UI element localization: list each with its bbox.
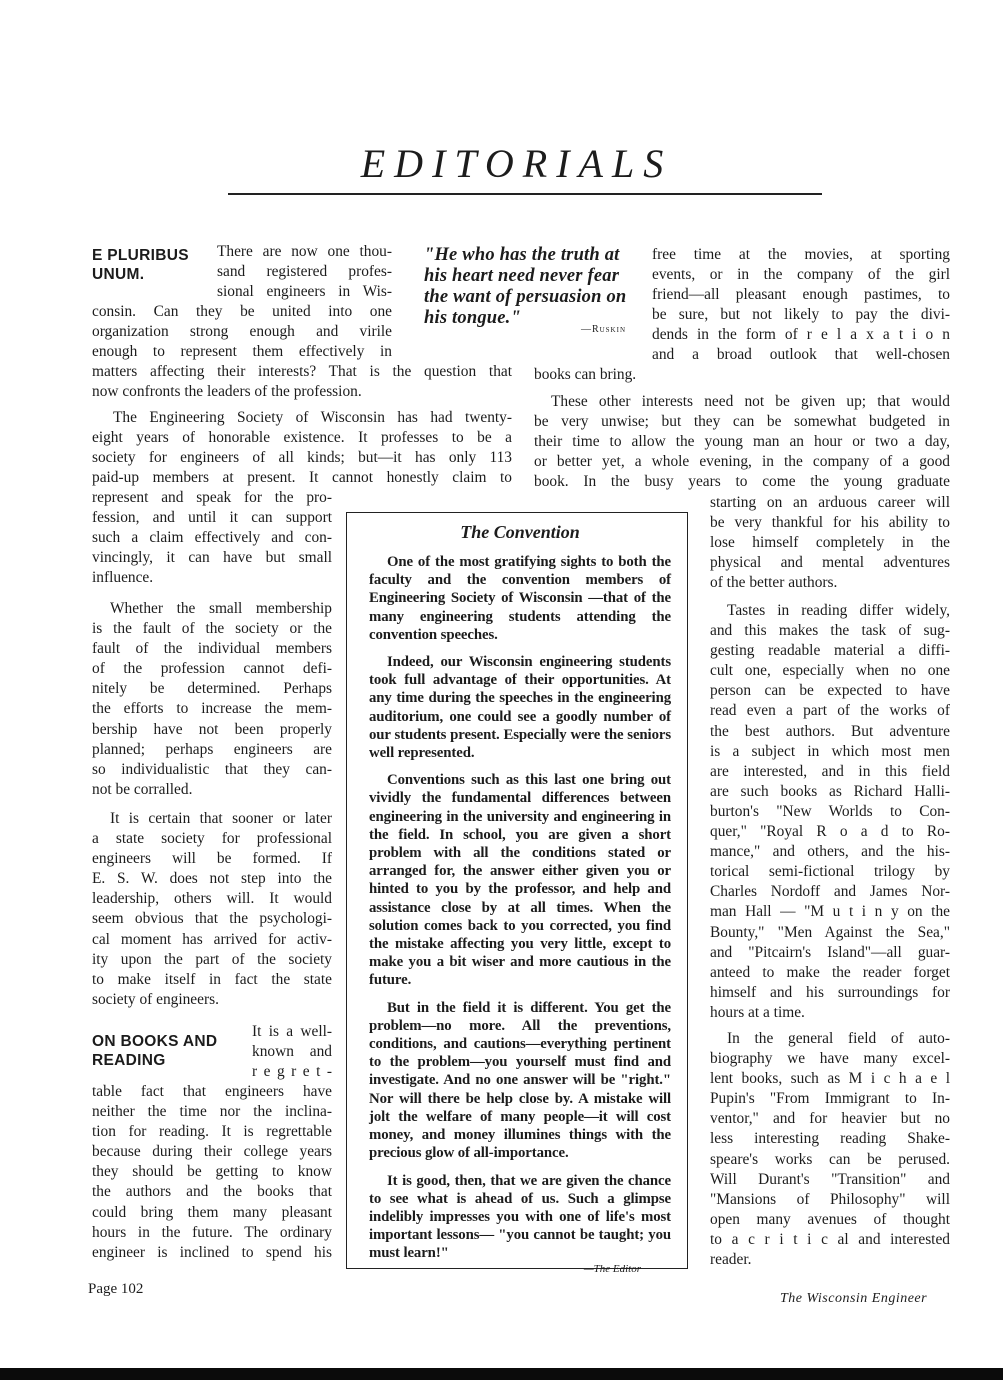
text-line: planned; perhaps engineers are [92, 740, 332, 758]
text-line: are interested, and in this field [710, 762, 950, 780]
text-line: to make itself in fact the state [92, 970, 332, 988]
e-pluribus-p2 [92, 408, 512, 488]
quote-line: his heart need never fear [424, 266, 620, 286]
text-line: sional engineers in Wis- [217, 283, 392, 301]
text-line: Pupin's "From Immigrant to In- [710, 1090, 950, 1108]
text-line: fault of the individual members [92, 640, 332, 658]
convention-signature: —The Editor [583, 1262, 641, 1275]
text-line: tion for reading. It is regrettable [92, 1123, 332, 1141]
quote-attribution: —Ruskin [580, 324, 626, 335]
text-line: is the fault of the society or the [92, 620, 332, 638]
books-right-p2-narrow [710, 493, 950, 593]
text-line: their time to allow the young man an hour or two a day, [534, 433, 950, 451]
text-line: book. In the busy years to come the young graduate [534, 473, 950, 491]
text-line: neither the time nor the inclina- [92, 1103, 332, 1121]
text-line: and "Pitcairn's Island"—all guar- [710, 943, 950, 961]
text-line: engineers will be formed. If [92, 850, 332, 868]
text-line: enough to represent them effectively in [92, 343, 392, 361]
text-line: starting on an arduous career will [710, 494, 950, 511]
text-line: "Mansions of Philosophy" will [710, 1190, 950, 1208]
text-line: now confronts the leaders of the profession. [92, 383, 362, 401]
text-line: matters affecting their interests? That is the question that [92, 363, 512, 380]
text-line: cal moment has arrived for activ- [92, 930, 332, 948]
heading-line: ON BOOKS AND [92, 1033, 218, 1050]
text-line: to a c r i t i c al and interested [710, 1230, 950, 1248]
books-p1 [92, 1082, 332, 1263]
title-rule [228, 193, 822, 195]
text-line: bership have not been properly [92, 720, 332, 738]
text-line: Will Durant's "Transition" and [710, 1170, 950, 1188]
text-line: nitely be determined. Perhaps [92, 680, 332, 698]
page-number: Page 102 [88, 1281, 144, 1297]
convention-paragraph: It is good, then, that we are given the chance to see what is ahead of us. Such a glimpse indelibly impresses you with one of life's most important lessons— "you cannot be taught; you must learn!" [369, 1172, 671, 1262]
ruskin-quote [424, 245, 634, 329]
text-line: man Hall — "M u t i n y on the [710, 903, 950, 921]
convention-paragraph: Conventions such as this last one bring out vividly the fundamental differences between engineering in the university and engineering in the field. In school, you are given a short problem with all the conditions stated or arranged for, the answer either given you or hinted to you by the professor, and help and assistance close by at all times. When the solution comes back to you corrected, you find the mistake affecting you very little, except to make you a bit wiser and more cautious in the future. [369, 772, 671, 989]
text-line: vincingly, it can have but small [92, 549, 332, 567]
text-line: physical and mental adventures [710, 554, 950, 572]
text-line: anteed to make the reader forget [710, 963, 950, 981]
heading-line: READING [92, 1052, 166, 1069]
quote-line: "He who has the truth at [424, 245, 620, 265]
text-line: are such books as Richard Halli- [710, 782, 950, 800]
text-line: is a subject in which most men [710, 742, 950, 760]
e-pluribus-p3 [92, 599, 332, 800]
quote-line: the want of persuasion on [424, 287, 627, 307]
text-line: In the general field of auto- [727, 1030, 950, 1047]
books-heading [92, 1032, 242, 1070]
e-pluribus-heading [92, 246, 212, 284]
text-line: Charles Nordoff and James Nor- [710, 883, 950, 901]
convention-paragraph: Indeed, our Wisconsin engineering students took full advantage of their opportunities. At any time during the speeches in the engineering auditorium, one could see a goodly number of our students present. Especially were the seniors well represented. [369, 654, 671, 762]
text-line: open many avenues of thought [710, 1210, 950, 1228]
text-line: of the profession cannot defi- [92, 660, 332, 678]
text-line: so individualistic that they can- [92, 760, 332, 778]
books-right-p2 [534, 392, 950, 492]
text-line: person can be expected to have [710, 682, 950, 700]
text-line: events, or in the company of the girl [652, 266, 950, 284]
text-line: be very unwise; but they can be somewhat budgeted in [534, 413, 950, 431]
text-line: less interesting reading Shake- [710, 1130, 950, 1148]
quote-line: his tongue." [424, 308, 521, 328]
quote-attribution-wrap [524, 324, 626, 335]
text-line: paid-up members at present. It cannot honestly claim to [92, 469, 512, 487]
text-line: and a broad outlook that well-chosen [652, 346, 950, 364]
books-right-p4 [710, 1029, 950, 1270]
convention-paragraph: One of the most gratifying sights to both the faculty and the convention members of Engineering Society of Wisconsin —that of the many engineering students attending the convention speeches. [369, 554, 671, 643]
e-pluribus-side-text [217, 242, 392, 302]
e-pluribus-p4 [92, 809, 332, 1010]
magazine-name: The Wisconsin Engineer [780, 1291, 928, 1306]
text-line: There are now one thou- [217, 243, 392, 260]
text-line: be very thankful for his ability to [710, 514, 950, 532]
text-line: fession, and until it can support [92, 509, 332, 527]
text-line: It is certain that sooner or later [110, 810, 332, 827]
text-line: leadership, others will. It would [92, 890, 332, 908]
text-line: the efforts to increase the mem- [92, 700, 332, 718]
text-line: hours at a time. [710, 1003, 805, 1021]
e-pluribus-p1-full [92, 362, 512, 402]
text-line: read even a part of the works of [710, 702, 950, 720]
text-line: sand registered profes- [217, 263, 392, 281]
text-line: and this makes the task of sug- [710, 622, 950, 640]
text-line: lose himself completely in the [710, 534, 950, 552]
text-line: of the better authors. [710, 574, 838, 592]
text-line: influence. [92, 569, 154, 587]
text-line: the authors and the books that [92, 1183, 332, 1201]
text-line: friend—all pleasant enough pastimes, to [652, 286, 950, 304]
text-line: gesting readable material a diffi- [710, 642, 950, 660]
text-line: ventor," and for heavier but no [710, 1110, 950, 1128]
e-pluribus-p1 [92, 302, 392, 362]
text-line: free time at the movies, at sporting [652, 246, 950, 263]
text-line: Tastes in reading differ widely, [727, 602, 950, 619]
text-line: It is a well- [252, 1023, 332, 1040]
text-line: represent and speak for the pro- [92, 489, 332, 506]
text-line: they should be getting to know [92, 1163, 332, 1181]
books-right-p3 [710, 601, 950, 1023]
text-line: not be corralled. [92, 780, 193, 798]
text-line: could bring them many pleasant [92, 1203, 332, 1221]
text-line: reader. [710, 1251, 752, 1269]
text-line: hours in the future. The ordinary [92, 1223, 332, 1241]
text-line: the best authors. But adventure [710, 722, 950, 740]
text-line: ity upon the part of the society [92, 950, 332, 968]
convention-title: The Convention [460, 522, 580, 542]
heading-line: UNUM. [92, 266, 145, 283]
text-line: known and [252, 1043, 332, 1061]
text-line: himself and his surroundings for [710, 983, 950, 1001]
text-line: consin. Can they be united into one [92, 303, 392, 320]
bottom-edge-bar [0, 1368, 1003, 1380]
page-title: EDITORIALS [360, 141, 673, 186]
text-line: a state society for professional [92, 830, 332, 848]
text-line: speare's works can be perused. [710, 1150, 950, 1168]
text-line: burton's "New Worlds to Con- [710, 802, 950, 820]
text-line: torical semi-fictional trilogy by [710, 863, 950, 881]
text-line: organization strong enough and virile [92, 323, 392, 341]
text-line: because during their college years [92, 1143, 332, 1161]
text-line: r e g r e t - [252, 1063, 332, 1081]
text-line: Bounty," "Men Against the Sea," [710, 923, 950, 941]
convention-paragraph: But in the field it is different. You get the problem—no more. All the preventions, conditions, and cautions—everything pertinent to the problem—you yourself must find and investigate. And no one answer will be "right." Nor will there be help close by. A mistake will jolt the welfare of many people—it will cost money, and money illumines things with the precious glow of all-importance. [369, 999, 671, 1162]
text-line: mance," and others, and the his- [710, 843, 950, 861]
text-line: These other interests need not be given up; that would [551, 393, 950, 410]
text-line: eight years of honorable existence. It professes to be a [92, 429, 512, 447]
text-line: society for engineers of all kinds; but—it has only 113 [92, 449, 512, 467]
text-line: dends in the form of r e l a x a t i o n [652, 326, 950, 344]
heading-line: E PLURIBUS [92, 247, 189, 264]
text-line: quer," "Royal R o a d to Ro- [710, 823, 950, 841]
text-line: biography we have many excel- [710, 1050, 950, 1068]
books-side-text [252, 1022, 332, 1082]
books-right-top [652, 245, 950, 366]
text-line: table fact that engineers have [92, 1083, 332, 1100]
text-line: or better yet, a whole evening, in the company of a good [534, 453, 950, 471]
text-line: lent books, such as M i c h a e l [710, 1070, 950, 1088]
text-line: cult one, especially when no one [710, 662, 950, 680]
text-line: books can bring. [534, 366, 637, 383]
text-line: society of engineers. [92, 990, 219, 1008]
text-line: be sure, but not likely to pay the divi- [652, 306, 950, 324]
text-line: Whether the small membership [110, 600, 332, 617]
text-line: E. S. W. does not step into the [92, 870, 332, 888]
e-pluribus-p2-narrow [92, 488, 332, 588]
text-line: engineer is inclined to spend his [92, 1243, 332, 1261]
text-line: The Engineering Society of Wisconsin has had twenty- [113, 409, 512, 426]
books-right-mid [534, 365, 950, 385]
convention-box [346, 512, 688, 1275]
text-line: seem obvious that the psychologi- [92, 910, 332, 928]
text-line: such a claim effectively and con- [92, 529, 332, 547]
